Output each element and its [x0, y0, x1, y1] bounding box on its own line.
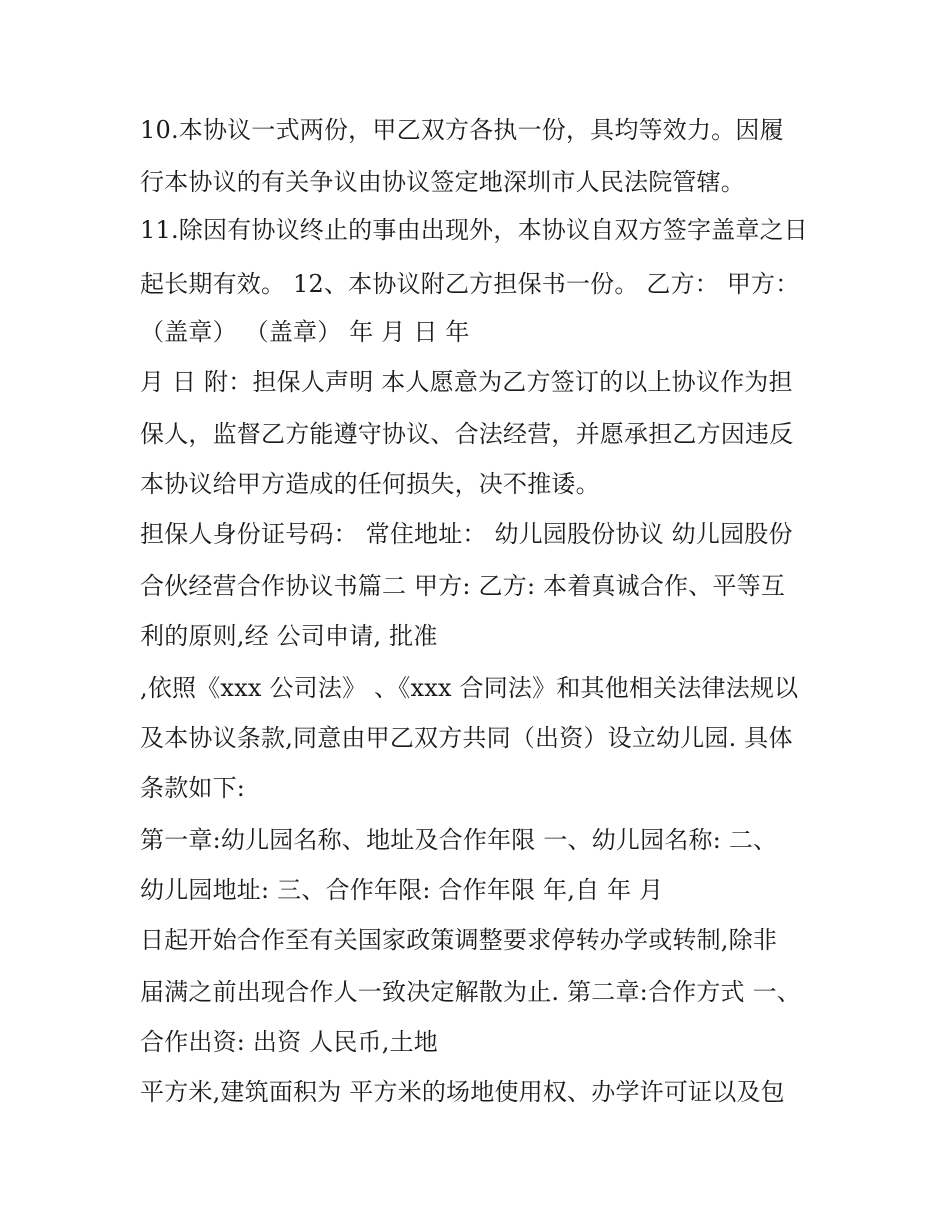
text-line: ,依照《xxx 公司法》 、《xxx 合同法》和其他相关法律法规以	[140, 674, 799, 702]
text-line: 条款如下:	[140, 774, 246, 802]
text-line: 利的原则,经 公司申请, 批准	[140, 622, 438, 650]
text-line: 合伙经营合作协议书篇二 甲方: 乙方: 本着真诚合作、平等互	[140, 572, 786, 600]
text-line: 担保人身份证号码： 常住地址： 幼儿园股份协议 幼儿园股份	[140, 520, 793, 548]
text-line: 第一章:幼儿园名称、地址及合作年限 一、幼儿园名称: 二、	[140, 826, 778, 854]
text-line: 日起开始合作至有关国家政策调整要求停转办学或转制,除非	[140, 926, 778, 954]
text-line: 11.除因有协议终止的事由出现外，本协议自双方签字盖章之日	[140, 216, 808, 244]
text-line: 平方米,建筑面积为 平方米的场地使用权、办学许可证以及包	[140, 1078, 785, 1106]
text-line: 本协议给甲方造成的任何损失，决不推诿。	[140, 470, 600, 498]
text-line: 幼儿园地址: 三、合作年限: 合作年限 年,自 年 月	[140, 876, 664, 904]
text-line: 及本协议条款,同意由甲乙双方共同（出资）设立幼儿园. 具体	[140, 724, 793, 752]
text-line: 10.本协议一式两份，甲乙双方各执一份，具均等效力。因履	[140, 116, 784, 144]
text-line: （盖章） （盖章） 年 月 日 年	[140, 318, 470, 346]
text-line: 届满之前出现合作人一致决定解散为止. 第二章:合作方式 一、	[140, 978, 801, 1006]
text-line: 保人，监督乙方能遵守协议、合法经营，并愿承担乙方因违反	[140, 420, 794, 448]
text-line: 起长期有效。 12、本协议附乙方担保书一份。 乙方： 甲方：	[140, 270, 800, 298]
text-line: 行本协议的有关争议由协议签定地深圳市人民法院管辖。	[140, 168, 745, 196]
text-line: 合作出资: 出资 人民币,土地	[140, 1028, 438, 1056]
text-line: 月 日 附：担保人声明 本人愿意为乙方签订的以上协议作为担	[140, 368, 793, 396]
